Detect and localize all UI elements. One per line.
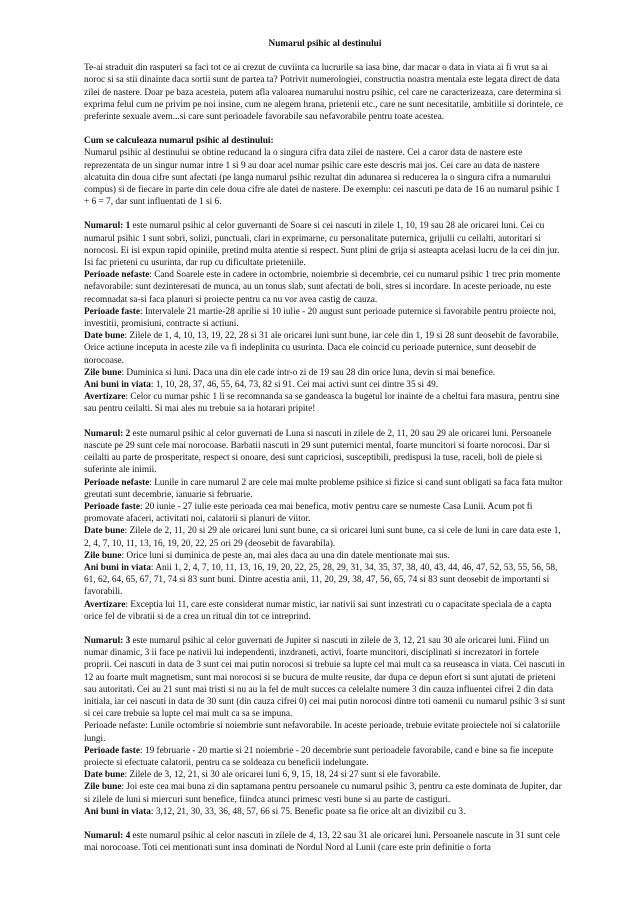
n2-date: Date bune: Zilele de 2, 11, 20 si 29 ale oricarei luni sunt bune, ca si oricarei luni sunt bune, ca si cele de luni in care data este 1, 2, 4, 7, 10, 11, 13, 16, 19, 20, 22, 25 ori 29 (deosebit de favarabila).: [84, 526, 561, 549]
intro-paragraph: Te-ai straduit din rasputeri sa faci tot ce ai crezut de cuviinta ca lucrurile sa iasa bine, dar macar o data in viata ai fi vrut sa ai noroc si sa stii dinainte daca sortii sunt de partea ta? Potrivit numerologiei, constructia noastra mentala este legata direct de data zilei de nastere. Doar pe baza acesteia, putem afla valoarea numarului nostru psihic, cel care ne caracterizeaza, care determina si exprima felul cum ne privim pe noi insine, cum ne alegem hrana, prietenii etc., care ne sunt necesitatile, ambitiile si dorintele, ce preferinte sexuale avem...si care sunt perioadele favorabile sau nefavorabile pentru toate acestea.: [84, 63, 563, 123]
calc-heading: Cum se calculeaza numarul psihic al destinului:: [84, 136, 274, 147]
n1-faste: Perioade faste: Intervalele 21 martie-28 aprilie si 10 iulie - 20 august sunt perioade puternice si favorabile pentru proiecte noi, investitii, promisiuni, contracte si actiuni.: [84, 306, 556, 330]
n3-faste: Perioade faste: 19 februarie - 20 martie si 21 noiembrie - 20 decembrie sunt perioadele favorabile, cand e bine sa fie incepute proiecte si efectuate calatorii, pentru ca se soldeaza cu beneficii indelungate.: [84, 745, 554, 768]
n1-intro: Numarul: 1 este numarul psihic al celor guvernanti de Soare si cei nascuti in zilele 1, 10, 19 sau 28 ale oricarei luni. Cei cu numarul psihic 1 sunt sobri, solizi, punctuali, clari in exprimarne, cu personalitate puternica, grijulii cu ceilalti, autoritari si norocosi. Ei isi expun rapid opiniile, pretind multa atentie si respect. Sunt plini de grija si asteapta acelasi lucru de la cei din jur. Isi fac prieteni cu usurinta, dar rup cu dificultate prieteniile.: [84, 221, 560, 269]
calc-text: Numarul psihic al destinului se obtine reducand la o singura cifra data zilei de nastere. Cei a caror data de nastere este reprezentata de un singur numar intre 1 si 9 au doar acel numar psihic care este descris mai jos. Cei care au data de nastere alcatuita din doua cifre sunt afectati (pe langa numarul psihic rezultat din adunarea si reducerea la o singura cifra a numarului compus) si de fiecare in parte din cele doua cifre ale datei de nastere. De exemplu: cei nascuti pe data de 16 au numarul psihic 1 + 6 = 7, dar sunt influentati de 1 si 6.: [84, 148, 561, 208]
n4-intro: Numarul: 4 este numarul psihic al celor nascuti in zilele de 4, 13, 22 sau 31 ale oricarei luni. Persoanele nascute in 31 sunt cele mai norocoase. Toti cei mentionati sunt insa dominati de Nordul Nord al Lunii (care este prin definitie o forta: [84, 830, 560, 854]
number-3-section: [84, 635, 566, 818]
n3-ani: Ani buni in viata: 3,12, 21, 30, 33, 36, 48, 57, 66 si 75. Benefic poate sa fie orice alt an divizibil cu 3.: [84, 806, 466, 817]
n2-zile: Zile bune: Orice luni si duminica de peste an, mai ales daca au una din datele mentionate mai sus.: [84, 550, 450, 561]
n3-nefaste: Perioade nefaste: Lunile octombrie si noiembrie sunt nefavorabile. In aceste perioade, trebuie evitate proiectele noi si calatoriile lungi.: [84, 721, 561, 744]
n2-nefaste: Perioade nefaste: Lunile in care numarul 2 are cele mai multe probleme psihice si fizice si cand sunt obligati sa faca fata multor greutati sunt decembrie, ianuarie si februarie.: [84, 477, 563, 500]
page-title: Numarul psihic al destinului: [268, 39, 382, 49]
number-2-section: [84, 428, 566, 623]
n2-faste: Perioade faste: 20 iunie - 27 iulie este perioada cea mai benefica, motiv pentru care se numeste Casa Lunii. Acum pot fi promovate afaceri, activitati noi, calatorii si planuri de viitor.: [84, 501, 533, 525]
calc-section: [84, 135, 566, 208]
n2-label: Numarul: 2: [84, 428, 131, 439]
n2-avert: Avertizare: Exceptia lui 11, care este considerat numar mistic, iar nativii sai sunt inzestrati cu o capacitate speciala de a capta orice fel de vibratii si de a crea un ritual din tot ce intreprind.: [84, 599, 552, 622]
n1-avert: Avertizare: Celor cu numar pshic 1 li se recomnanda sa se gandeasca la bugetul lor inainte de a cheltui fara masura, pentru sine sau pentru ceilalti. Si mai ales nu trebuie sa ia hotarari pripite!: [84, 392, 560, 415]
n1-ani: Ani buni in viata: 1, 10, 28, 37, 46, 55, 64, 73, 82 si 91. Cei mai activi sunt cei dintre 35 si 49.: [84, 380, 439, 391]
number-1-section: [84, 220, 566, 415]
n3-intro: Numarul: 3 este numarul psihic al celor guvernati de Jupiter si nascuti in zilele de 3, 12, 21 sau 30 ale oricarei luni. Fiind un numar dinamic, 3 ii face pe nativii lui independenti, inzdraneti, activi, foarte muncitori, disciplinati si increzatori in fortele proprii. Cei nascuti in data de 3 sunt cei mai putin norocosi si trebuie sa lupte cel mai mult ca sa reuseasca in viata. Cei nascuti in 12 au foarte mult magnetism, sunt mai norocosi si se bucura de multe reusite, dar dupa ce depun efort si sunt ajutati de prieteni sau autoritati. Cei au 21 sunt mai tristi si nu au la fel de mult succes ca celelalte numere 3 din cauza influentei cifrei 2 din data initiala, iar cei nascuti in data de 30 sunt (din cauza cifrei 0) cei mai putin norocosi dintre toti oamenii cu numarul psihic 3 si sunt si cei care trebuie sa lupte cel mai mult ca sa se impuna.: [84, 635, 566, 720]
document-page: [84, 38, 566, 866]
n3-zile: Zile bune: Joi este cea mai buna zi din saptamana pentru persoanele cu numarul psihic 3, pentru ca este dominata de Jupiter, dar si zilele de luni si miercuri sunt benefice, fiindca atunci primesc vesti bune si au parte de castiguri.: [84, 782, 562, 805]
n1-label: Numarul: 1: [84, 221, 131, 232]
n2-ani: Ani buni in viata: Anii 1, 2, 4, 7, 10, 11, 13, 16, 19, 20, 22, 25, 28, 29, 31, 34, 35, 37, 38, 40, 43, 44, 46, 47, 52, 53, 55, 56, 58, 61, 62, 64, 65, 67, 71, 74 si 83 sunt buni. Dintre acestia anii, 11, 20, 29, 38, 47, 56, 65, 74 si 83 sunt deosebit de importanti si favorabili.: [84, 562, 558, 598]
n1-date: Date bune: Zilele de 1, 4, 10, 13, 19, 22, 28 si 31 ale oricarei luni sunt bune, iar cele din 1, 19 si 28 sunt deosebit de favorabile. Orice actiune inceputa in aceste zile va fi indeplinita cu usurinta. Daca ele coincid cu perioade puternice, sunt deosebit de norocoase.: [84, 331, 559, 366]
n1-nefaste: Perioade nefaste: Cand Soarele este in cadere in octombrie, noiembrie si decembrie, cei cu numarul psihic 1 trec prin momente nefavorabile: sunt dezinteresati de munca, au un tonus slab, sunt afectati de boli, stres si incordare. In aceste perioade, nu este recomnadat sa-si faca planuri si proiecte pentru ca nu vor avea castig de cauza.: [84, 270, 561, 305]
n3-date: Date bune: Zilele de 3, 12, 21, si 30 ale oricarei luni 6, 9, 15, 18, 24 si 27 sunt si ele favorabile.: [84, 770, 441, 781]
n4-label: Numarul: 4: [84, 830, 131, 841]
number-4-section: [84, 830, 566, 854]
n1-zile: Zile bune: Duminica si luni. Daca una din ele cade intr-o zi de 19 sau 28 din orice luna, devin si mai benefice.: [84, 367, 496, 378]
n3-label: Numarul: 3: [84, 635, 131, 646]
n2-intro: Numarul: 2 este numarul psihic al celor guvernati de Luna si nascuti in zilele de 2, 11, 20 sau 29 ale oricarei luni. Persoanele nascute pe 29 sunt cele mai norocoase. Barbatii nascuti in 29 sunt puternici mental, foarte muncitori si foarte norocosi. Dar si ceilalti au parte de prosperitate, respect si onoare, desi sunt capriciosi, susceptibili, predispusi la tuse, raceli, boli de piele si suferinte ale inimii.: [84, 428, 552, 476]
